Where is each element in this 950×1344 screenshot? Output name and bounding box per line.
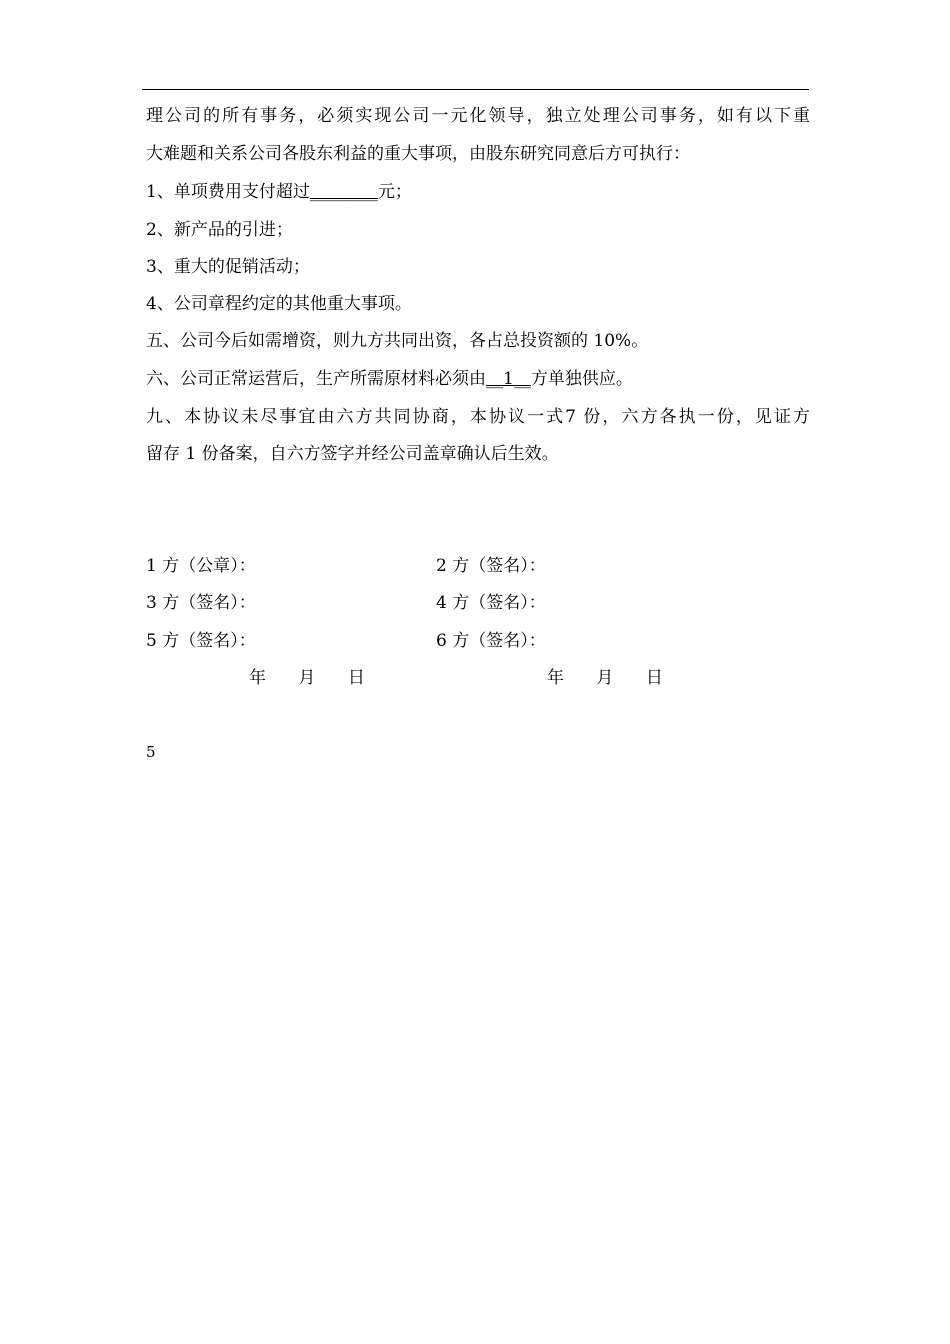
signature-party-3: 3 方（签名）： <box>146 593 256 613</box>
signature-party-2: 2 方（签名）： <box>436 556 546 576</box>
item-4: 4、公司章程约定的其他重大事项。 <box>146 294 412 314</box>
signature-party-1: 1 方（公章）： <box>146 556 256 576</box>
signature-party-6: 6 方（签名）： <box>436 631 546 651</box>
signature-party-5: 5 方（签名）： <box>146 631 256 651</box>
intro-line-1: 理公司的所有事务，必须实现公司一元化领导，独立处理公司事务，如有以下重 <box>146 106 810 126</box>
item-1-suffix: 元； <box>377 182 412 202</box>
header-rule <box>142 89 809 90</box>
clause-6-blank: __1__ <box>486 369 531 389</box>
signature-party-4: 4 方（签名）： <box>436 593 546 613</box>
item-1-prefix: 1、单项费用支付超过 <box>146 182 310 202</box>
clause-6-suffix: 方单独供应。 <box>530 369 633 389</box>
item-1-blank: ________ <box>309 182 378 202</box>
date-right: 年 月 日 <box>547 668 663 688</box>
clause-6-prefix: 六、公司正常运营后，生产所需原材料必须由 <box>146 369 486 389</box>
clause-9-line-2: 留存 1 份备案，自六方签字并经公司盖章确认后生效。 <box>146 444 559 464</box>
clause-5: 五、公司今后如需增资，则九方共同出资，各占总投资额的 10%。 <box>146 331 649 351</box>
item-1 <box>146 180 412 204</box>
item-3: 3、重大的促销活动； <box>146 257 310 277</box>
intro-line-2: 大难题和关系公司各股东利益的重大事项，由股东研究同意后方可执行： <box>146 144 690 164</box>
clause-9-line-1: 九、本协议未尽事宜由六方共同协商，本协议一式7 份，六方各执一份，见证方 <box>146 407 810 427</box>
item-2: 2、新产品的引进； <box>146 220 293 240</box>
clause-6 <box>146 367 633 391</box>
date-left: 年 月 日 <box>249 668 365 688</box>
page-number: 5 <box>146 743 156 761</box>
